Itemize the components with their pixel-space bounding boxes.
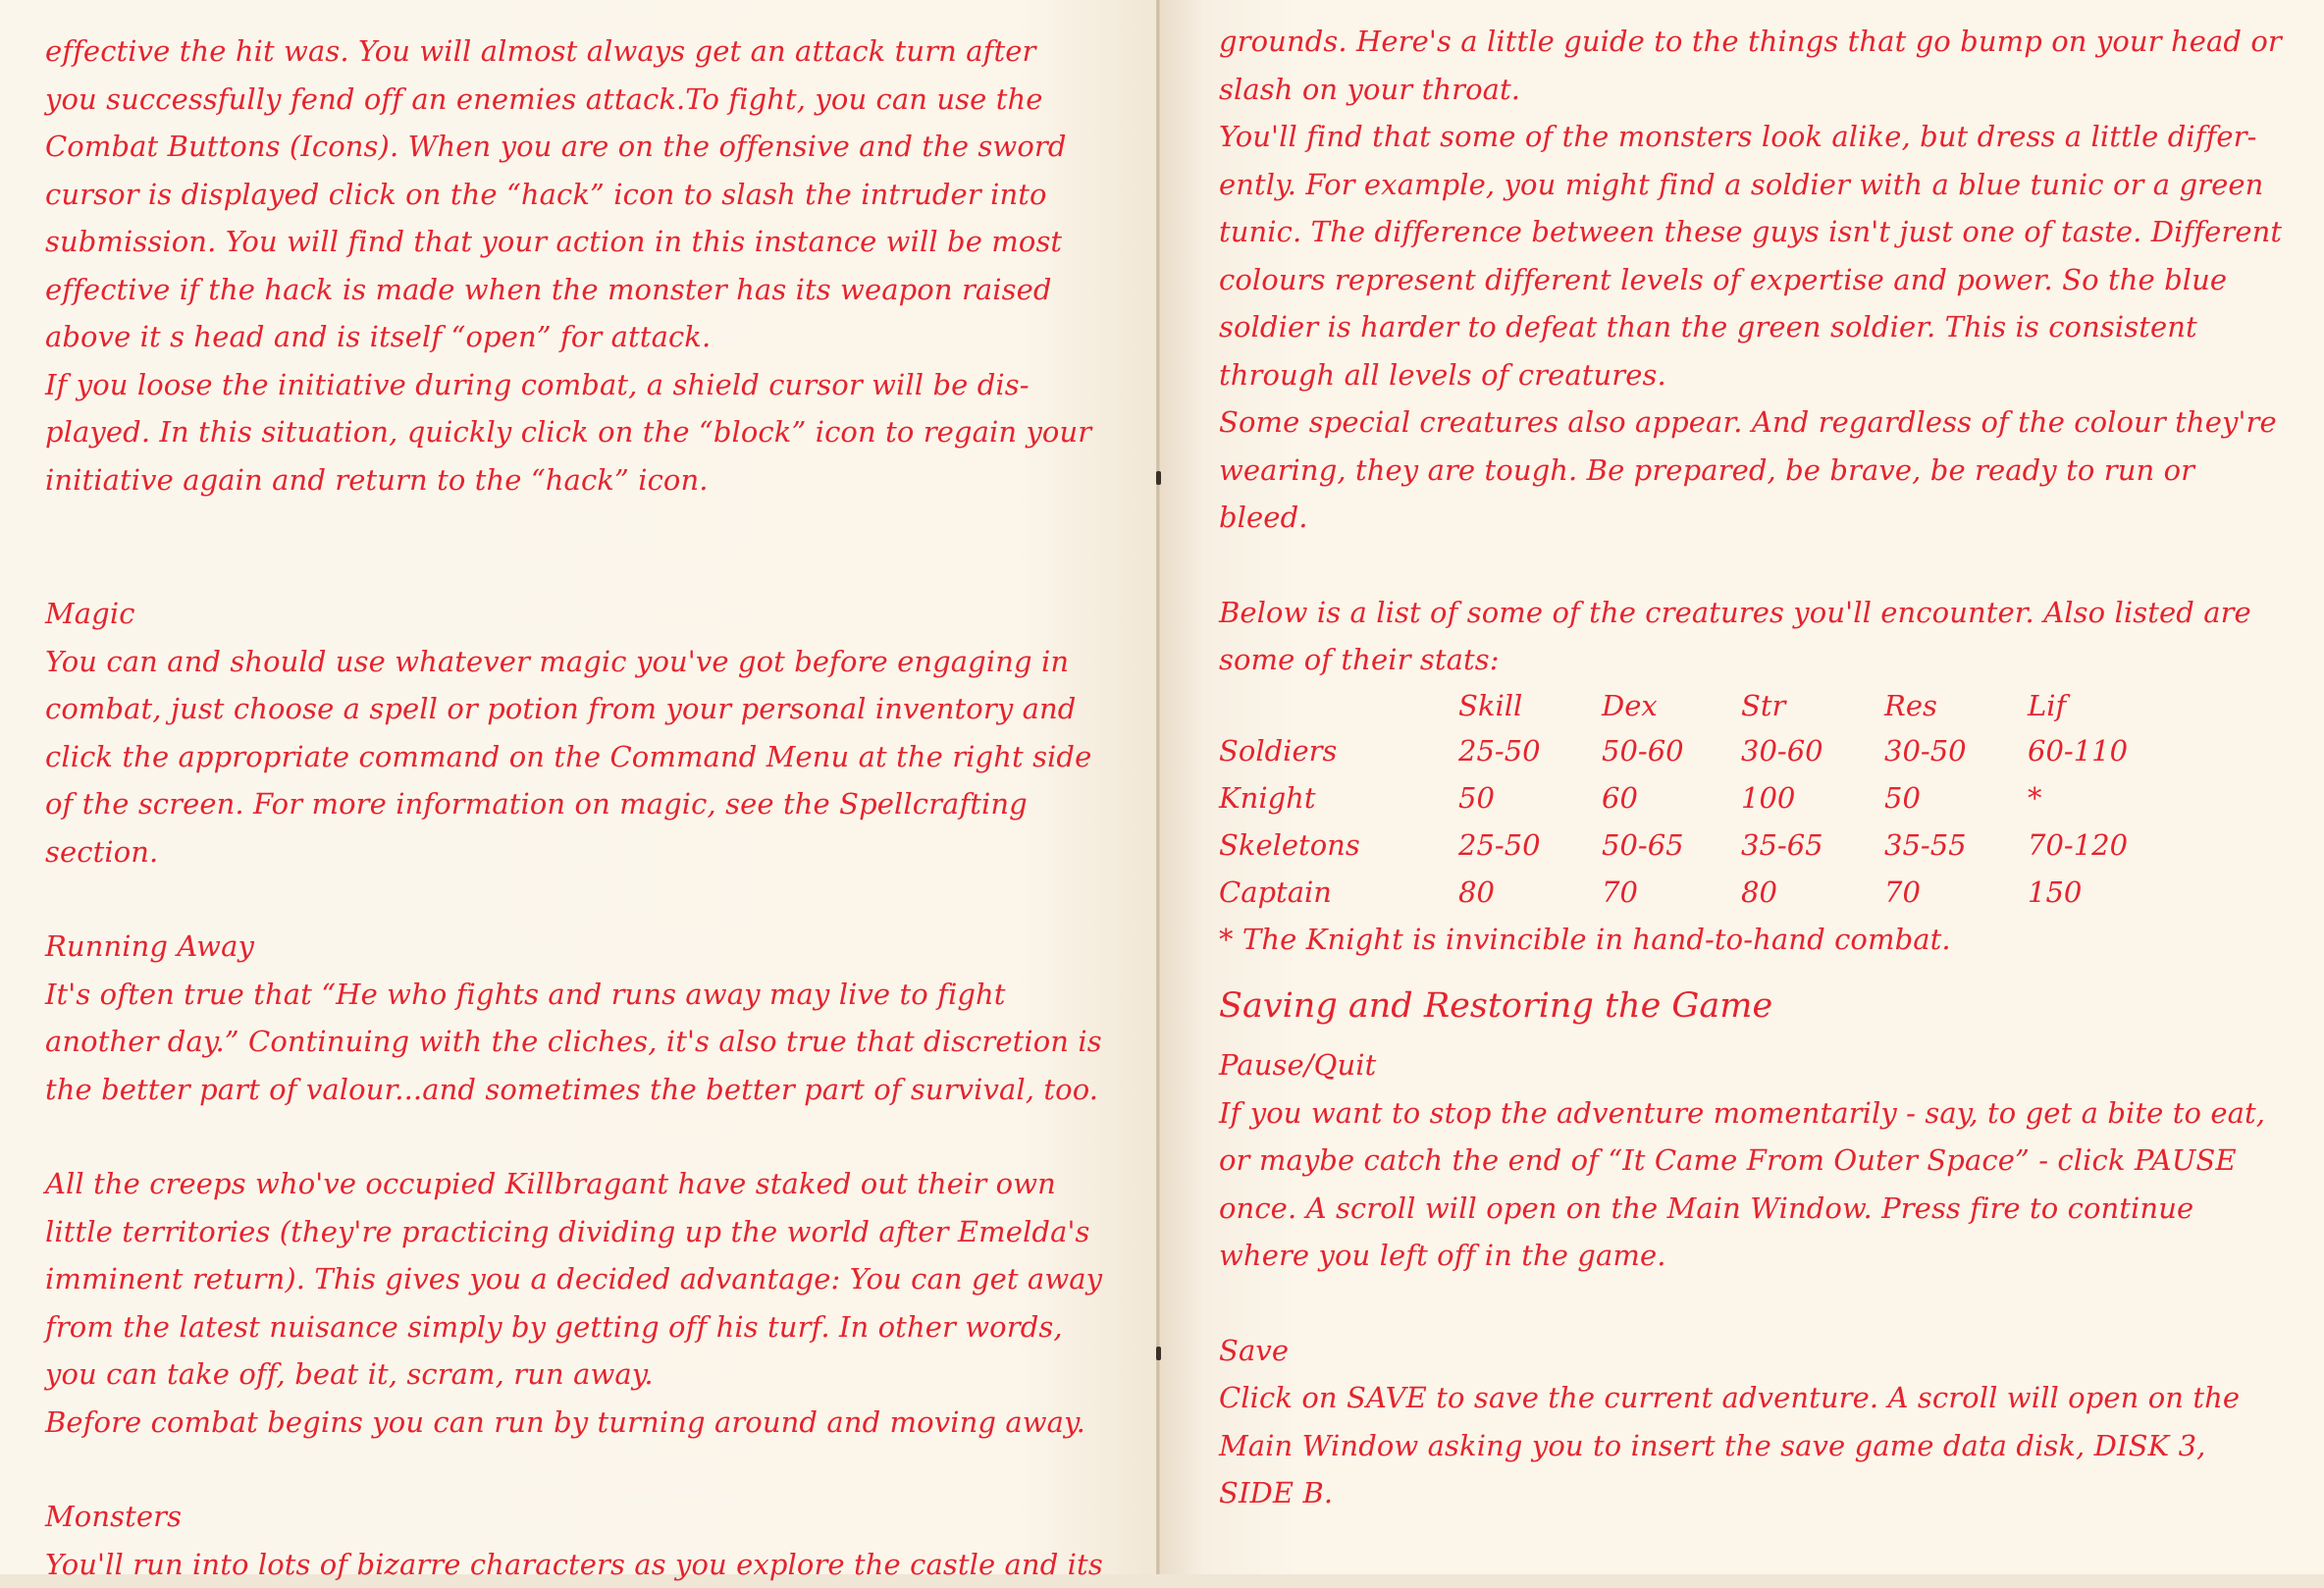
table-cell: 100 (1741, 774, 1884, 821)
creature-stats-table (1219, 684, 2155, 916)
table-cell: 70-120 (2028, 821, 2155, 869)
table-header-cell (1219, 684, 1458, 727)
table-cell: 50-60 (1602, 727, 1741, 774)
save-heading: Save (1219, 1327, 2285, 1375)
text-line: initiative again and return to the “hack” icon. (45, 456, 1119, 504)
table-cell: 50 (1884, 774, 2028, 821)
monsters-continued (1219, 18, 2285, 113)
text-line: above it s head and is itself “open” for attack. (45, 313, 1119, 361)
monsters-heading: Monsters (45, 1493, 1119, 1541)
table-cell: 80 (1458, 869, 1602, 916)
text-line: tunic. The difference between these guys isn't just one of taste. Different (1219, 208, 2285, 256)
table-header-cell: Dex (1602, 684, 1741, 727)
table-header-cell: Skill (1458, 684, 1602, 727)
text-line: you can take off, beat it, scram, run away. (45, 1350, 1119, 1399)
table-cell: 25-50 (1458, 727, 1602, 774)
table-header-cell: Str (1741, 684, 1884, 727)
table-cell: 60 (1602, 774, 1741, 821)
text-line: combat, just choose a spell or potion from your personal inventory and (45, 685, 1119, 733)
text-line: submission. You will find that your action in this instance will be most (45, 218, 1119, 266)
text-line: If you want to stop the adventure momentarily - say, to get a bite to eat, (1219, 1089, 2285, 1138)
text-line: click the appropriate command on the Command Menu at the right side (45, 733, 1119, 781)
text-line: Below is a list of some of the creatures you'll encounter. Also listed are (1219, 589, 2285, 637)
table-row (1219, 821, 2155, 869)
table-header-cell: Res (1884, 684, 2028, 727)
table-cell: Knight (1219, 774, 1458, 821)
saving-section-title: Saving and Restoring the Game (1219, 977, 2285, 1035)
table-cell: * (2028, 774, 2155, 821)
creature-list-intro (1219, 589, 2285, 684)
text-line: slash on your throat. (1219, 66, 2285, 114)
text-line: You'll find that some of the monsters look alike, but dress a little differ- (1219, 113, 2285, 161)
pause-quit-heading: Pause/Quit (1219, 1041, 2285, 1089)
table-cell: 150 (2028, 869, 2155, 916)
table-cell: 35-65 (1741, 821, 1884, 869)
text-line: section. (45, 828, 1119, 876)
text-line: little territories (they're practicing dividing up the world after Emelda's (45, 1208, 1119, 1256)
table-cell: 50-65 (1602, 821, 1741, 869)
running-away-heading: Running Away (45, 923, 1119, 971)
text-line: soldier is harder to defeat than the green soldier. This is consistent (1219, 303, 2285, 351)
table-cell: 80 (1741, 869, 1884, 916)
text-line: effective if the hack is made when the monster has its weapon raised (45, 266, 1119, 314)
text-line: some of their stats: (1219, 636, 2285, 684)
text-line: grounds. Here's a little guide to the things that go bump on your head or (1219, 18, 2285, 66)
running-away-section (45, 923, 1119, 1446)
text-line: wearing, they are tough. Be prepared, be brave, be ready to run or bleed. (1219, 447, 2285, 542)
text-line: another day.” Continuing with the cliches, it's also true that discretion is (45, 1018, 1119, 1066)
text-line: effective the hit was. You will almost always get an attack turn after (45, 27, 1119, 76)
text-line: once. A scroll will open on the Main Window. Press fire to continue (1219, 1185, 2285, 1233)
text-line: Main Window asking you to insert the save game data disk, DISK 3, (1219, 1422, 2285, 1470)
text-line: through all levels of creatures. (1219, 351, 2285, 399)
table-cell: 25-50 (1458, 821, 1602, 869)
table-cell: 30-50 (1884, 727, 2028, 774)
combat-paragraph-2 (45, 361, 1119, 504)
text-line: You'll run into lots of bizarre characters as you explore the castle and its (45, 1541, 1119, 1588)
text-line: ently. For example, you might find a soldier with a blue tunic or a green (1219, 161, 2285, 209)
table-cell: Captain (1219, 869, 1458, 916)
text-line: cursor is displayed click on the “hack” icon to slash the intruder into (45, 171, 1119, 219)
table-cell: 70 (1884, 869, 2028, 916)
text-line: you successfully fend off an enemies attack.To fight, you can use the (45, 76, 1119, 124)
pause-quit-section (1219, 1041, 2285, 1280)
text-line: played. In this situation, quickly click on the “block” icon to regain your (45, 408, 1119, 456)
text-line: If you loose the initiative during combat, a shield cursor will be dis- (45, 361, 1119, 409)
combat-paragraph-1 (45, 27, 1119, 361)
text-line: Combat Buttons (Icons). When you are on the offensive and the sword (45, 123, 1119, 171)
text-line: Before combat begins you can run by turning around and moving away. (45, 1399, 1119, 1447)
monsters-section (45, 1493, 1119, 1588)
table-row (1219, 774, 2155, 821)
table-cell: 50 (1458, 774, 1602, 821)
colours-paragraph (1219, 113, 2285, 398)
staple-mark (1156, 471, 1161, 485)
table-cell: 30-60 (1741, 727, 1884, 774)
text-line: Some special creatures also appear. And regardless of the colour they're (1219, 398, 2285, 447)
table-header-cell: Lif (2028, 684, 2155, 727)
table-row (1219, 727, 2155, 774)
text-line: colours represent different levels of expertise and power. So the blue (1219, 256, 2285, 304)
table-cell: 35-55 (1884, 821, 2028, 869)
text-line: You can and should use whatever magic you've got before engaging in (45, 638, 1119, 686)
text-line: of the screen. For more information on magic, see the Spellcrafting (45, 780, 1119, 828)
text-line: Click on SAVE to save the current adventure. A scroll will open on the (1219, 1374, 2285, 1422)
table-row (1219, 869, 2155, 916)
table-cell: Soldiers (1219, 727, 1458, 774)
table-cell: 60-110 (2028, 727, 2155, 774)
right-page (1158, 0, 2324, 1574)
table-footnote: * The Knight is invincible in hand-to-hand combat. (1219, 916, 2285, 964)
text-line: imminent return). This gives you a decided advantage: You can get away (45, 1255, 1119, 1303)
special-paragraph (1219, 398, 2285, 542)
save-section (1219, 1327, 2285, 1517)
text-line: It's often true that “He who fights and runs away may live to fight (45, 971, 1119, 1019)
table-cell: Skeletons (1219, 821, 1458, 869)
text-line: from the latest nuisance simply by getting off his turf. In other words, (45, 1303, 1119, 1351)
magic-section (45, 590, 1119, 875)
text-line: where you left off in the game. (1219, 1232, 2285, 1280)
magic-heading: Magic (45, 590, 1119, 638)
table-cell: 70 (1602, 869, 1741, 916)
left-page (0, 0, 1158, 1574)
table-header-row (1219, 684, 2155, 727)
text-line: SIDE B. (1219, 1469, 2285, 1517)
text-line: or maybe catch the end of “It Came From Outer Space” - click PAUSE (1219, 1137, 2285, 1185)
book-gutter (1156, 0, 1160, 1574)
text-line: the better part of valour...and sometimes the better part of survival, too. (45, 1066, 1119, 1114)
text-line: All the creeps who've occupied Killbragant have staked out their own (45, 1160, 1119, 1208)
staple-mark (1156, 1347, 1161, 1360)
